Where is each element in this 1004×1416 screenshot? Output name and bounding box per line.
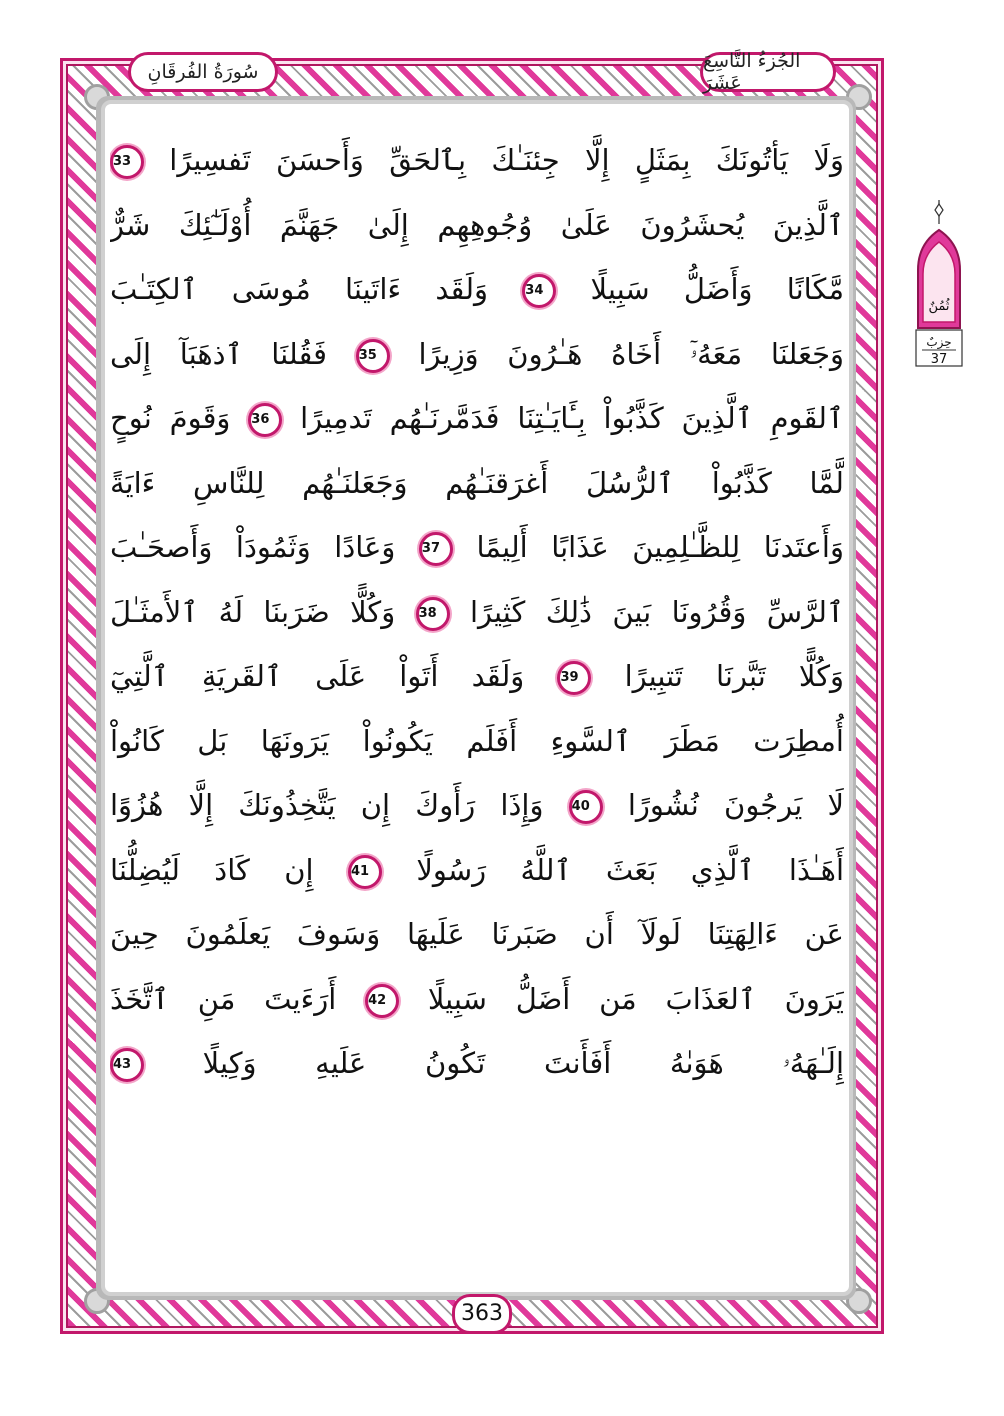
- verse-text: فَقُلنَا ٱذهَبَآ إِلَى: [110, 336, 328, 371]
- verse-text: وَلَا يَأتُونَكَ بِمَثَلٍ إِلَّا جِئنَـٰكَ بِٱلحَقِّ وَأَحسَنَ تَفسِيرًا: [169, 143, 844, 177]
- juz-name-header: الجُزءُ التَّاسِعَ عَشَرَ: [700, 52, 836, 92]
- verse-text: ٱلقَومِ ٱلَّذِينَ كَذَّبُواْ بِـَٔايَـٰتِنَا فَدَمَّرنَـٰهُم تَدمِيرًا: [300, 401, 844, 435]
- verse-text: مَّكَانًا وَأَضَلُّ سَبِيلًا: [590, 272, 844, 306]
- hizb-marker: [914, 200, 964, 368]
- text-line: [110, 257, 844, 322]
- verse-text: وَلَقَد ءَاتَينَا مُوسَى ٱلكِتَـٰبَ: [110, 272, 489, 306]
- ayah-number-marker: 40: [569, 790, 603, 824]
- verse-text: إِلَـٰهَهُۥ هَوَىٰهُ أَفَأَنتَ تَكُونُ عَلَيهِ وَكِيلًا: [202, 1046, 844, 1080]
- ayah-number-marker: 39: [557, 661, 591, 695]
- text-line: [110, 967, 844, 1032]
- text-line: [110, 515, 844, 580]
- text-line: [110, 193, 844, 258]
- ayah-number-marker: 38: [416, 597, 450, 631]
- hizb-number: 37: [930, 352, 948, 367]
- ayah-number-marker: 43: [110, 1048, 144, 1082]
- verse-text: وَجَعَلنَا مَعَهُۥٓ أَخَاهُ هَـٰرُونَ وَزِيرًا: [418, 336, 844, 371]
- text-line: [110, 451, 844, 516]
- verse-text: وَقَومَ نُوحٍ: [110, 401, 231, 435]
- verse-text: وَعَادًا وَثَمُودَاْ وَأَصحَـٰبَ: [110, 530, 396, 564]
- verse-text: أَهَـٰذَا ٱلَّذِي بَعَثَ ٱللَّهُ رَسُولًا: [416, 852, 844, 887]
- ayah-number-marker: 33: [110, 145, 144, 179]
- verse-text: وَإِذَا رَأَوكَ إِن يَتَّخِذُونَكَ إِلَّا هُزُوًا: [110, 788, 544, 822]
- text-line: [110, 322, 844, 387]
- text-line: [110, 644, 844, 709]
- verse-text: إِن كَادَ لَيُضِلُّنَا: [110, 852, 314, 887]
- ayah-number-marker: 36: [248, 403, 282, 437]
- text-line: [110, 386, 844, 451]
- ayah-number-marker: 41: [348, 855, 382, 889]
- text-line: [110, 902, 844, 967]
- verse-text: لَّمَّا كَذَّبُواْ ٱلرُّسُلَ أَغرَقنَـٰهُم وَجَعَلنَـٰهُم لِلنَّاسِ ءَايَةً: [110, 465, 844, 500]
- text-line: [110, 1031, 844, 1096]
- verse-text: عَن ءَالِهَتِنَا لَولَآ أَن صَبَرنَا عَلَيهَا وَسَوفَ يَعلَمُونَ حِينَ: [110, 917, 844, 951]
- surah-name-header: سُورَةُ الفُرقَانِ: [128, 52, 278, 92]
- text-line: [110, 709, 844, 774]
- text-line: [110, 773, 844, 838]
- thumun-label: ثُمُنٌ: [928, 299, 950, 314]
- page-number: 363: [452, 1294, 512, 1334]
- verse-text: وَلَقَد أَتَواْ عَلَى ٱلقَريَةِ ٱلَّتِيٓ: [110, 659, 525, 693]
- verse-text: أَرَءَيتَ مَنِ ٱتَّخَذَ: [110, 981, 337, 1016]
- ayah-number-marker: 35: [356, 339, 390, 373]
- text-line: [110, 838, 844, 903]
- verse-text: وَأَعتَدنَا لِلظَّـٰلِمِينَ عَذَابًا أَلِيمًا: [476, 530, 844, 564]
- text-line: [110, 128, 844, 193]
- verse-text: ٱلرَّسِّ وَقُرُونَا بَينَ ذَٰلِكَ كَثِيرًا: [470, 594, 844, 629]
- text-line: [110, 580, 844, 645]
- verse-text: أُمطِرَت مَطَرَ ٱلسَّوءِ أَفَلَم يَكُونُواْ يَرَونَهَا بَل كَانُواْ: [110, 723, 844, 758]
- ayah-number-marker: 34: [522, 274, 556, 308]
- verse-text: وَكُلًّا ضَرَبنَا لَهُ ٱلأَمثَـٰلَ: [110, 594, 396, 629]
- ayah-number-marker: 42: [365, 984, 399, 1018]
- quran-text-block: [110, 128, 844, 1096]
- verse-text: لَا يَرجُونَ نُشُورًا: [627, 788, 844, 822]
- verse-text: ٱلَّذِينَ يُحشَرُونَ عَلَىٰ وُجُوهِهِم إِلَىٰ جَهَنَّمَ أُوْلَـٰٓئِكَ شَرٌّ: [110, 207, 844, 242]
- ayah-number-marker: 37: [419, 532, 453, 566]
- verse-text: يَرَونَ ٱلعَذَابَ مَن أَضَلُّ سَبِيلًا: [427, 981, 844, 1016]
- hizb-label: حِزبٌ: [926, 335, 952, 349]
- verse-text: وَكُلًّا تَبَّرنَا تَتبِيرًا: [624, 659, 844, 693]
